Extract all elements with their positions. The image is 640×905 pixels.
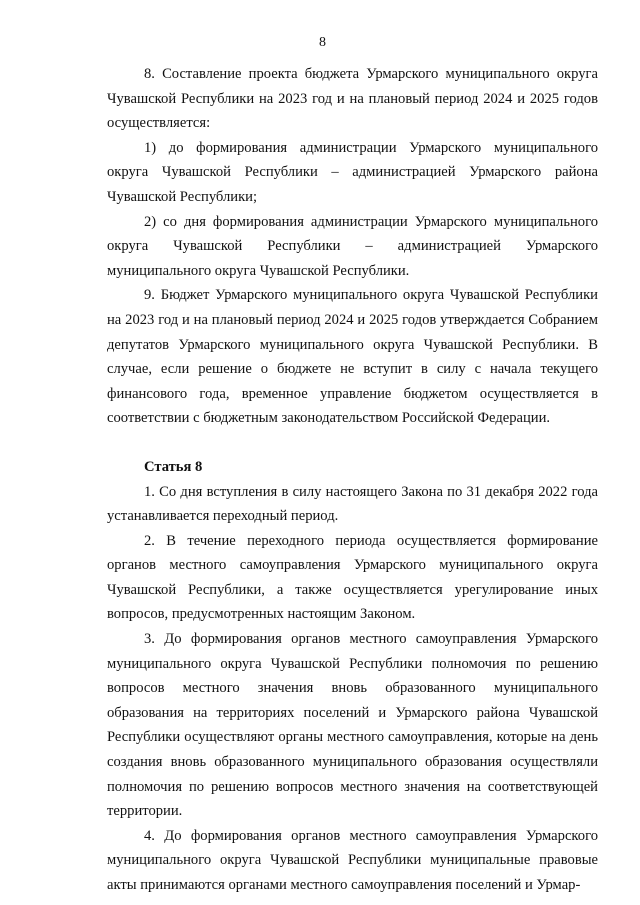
article-8-paragraph-2: 2. В течение переходного периода осуществляется формирование органов местного самоуправления Урмарского муниципального округа Чувашской Республики, а также осуществляется урегулирование иных вопросов, предусмотренных настоящим Законом.: [107, 532, 598, 623]
paragraph-8-item-1: 1) до формирования администрации Урмарского муниципального округа Чувашской Республики – администрацией Урмарского района Чувашской Республики;: [107, 139, 598, 205]
article-8-paragraph-1: 1. Со дня вступления в силу настоящего Закона по 31 декабря 2022 года устанавливается переходный период.: [107, 483, 598, 525]
paragraph-8: 8. Составление проекта бюджета Урмарского муниципального округа Чувашской Республики на 2023 год и на плановый период 2024 и 2025 годов осуществляется:: [107, 66, 598, 132]
paragraph-9: 9. Бюджет Урмарского муниципального округа Чувашской Республики на 2023 год и на плановый период 2024 и 2025 годов утверждается Собранием депутатов Урмарского муниципального округа Чувашской Республики. В случае, если решение о бюджете не вступит в силу с начала текущего финансового года, временное управление бюджетом осуществляется в соответствии с бюджетным законодательством Российской Федерации.: [107, 287, 598, 427]
page-number: 8: [319, 35, 326, 50]
paragraph-8-item-2: 2) со дня формирования администрации Урмарского муниципального округа Чувашской Республики – администрацией Урмарского муниципального округа Чувашской Республики.: [107, 213, 598, 279]
article-heading: Статья 8: [144, 458, 203, 475]
article-8-paragraph-4: 4. До формирования органов местного самоуправления Урмарского муниципального округа Чувашской Республики муниципальные правовые акты принимаются органами местного самоуправления поселений и Урмар-: [107, 827, 598, 893]
article-8-paragraph-3: 3. До формирования органов местного самоуправления Урмарского муниципального округа Чувашской Республики полномочия по решению вопросов местного значения вновь образованного муниципального образования на территориях поселений и Урмарского района Чувашской Республики осуществляют органы местного самоуправления, которые на день создания вновь образованного муниципального образования осуществляли полномочия по решению вопросов местного значения на соответствующей территории.: [107, 631, 598, 820]
